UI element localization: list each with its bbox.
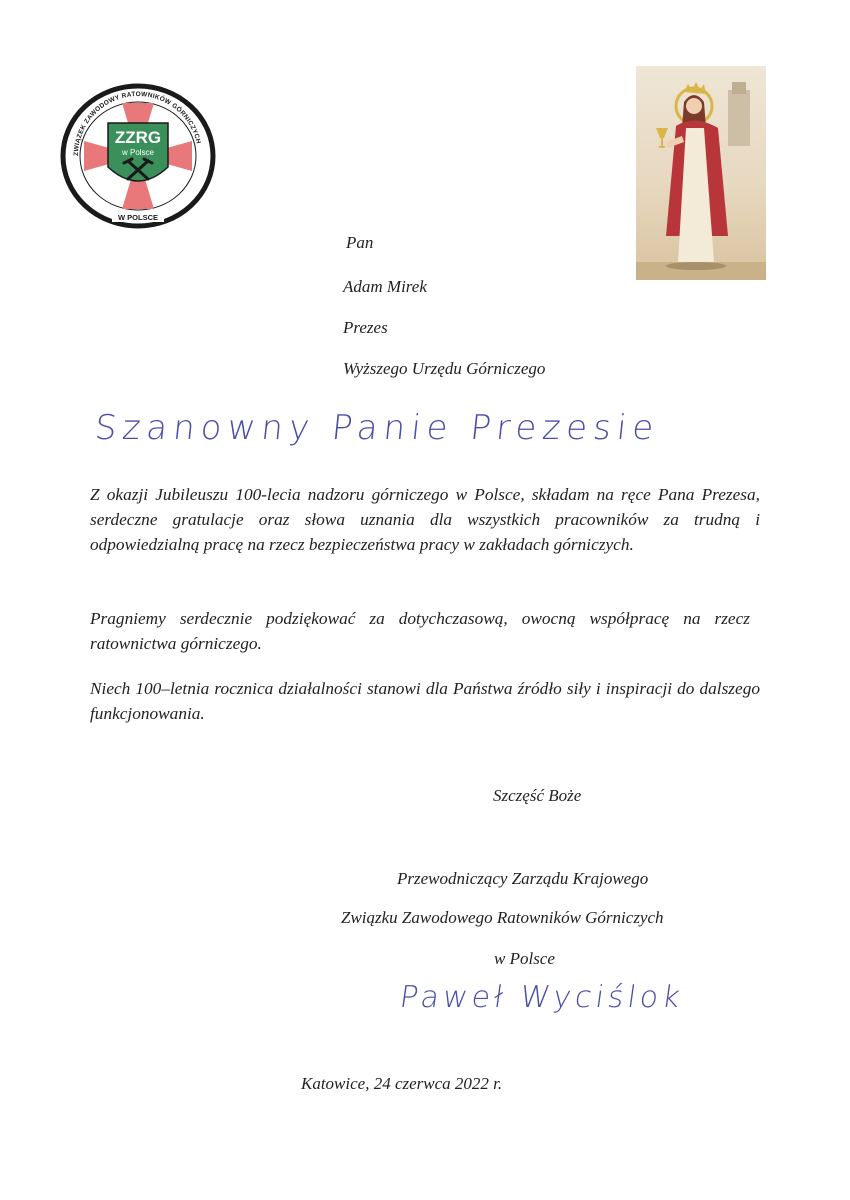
zzrg-logo <box>60 83 216 229</box>
paragraph-3: Niech 100–letnia rocznica działalności stanowi dla Państwa źródło siły i inspiracji do dalszego funkcjonowania. <box>90 679 760 723</box>
signatory-line-2: Związku Zawodowego Ratowników Górniczych <box>341 908 664 927</box>
logo-sub: w Polsce <box>121 148 155 157</box>
logo-abbr: ZZRG <box>114 128 162 147</box>
recipient-institution: Wyższego Urzędu Górniczego <box>343 359 546 378</box>
salutation-handwritten: Szanowny Panie Prezesie <box>92 408 662 448</box>
place-date: Katowice, 24 czerwca 2022 r. <box>301 1074 503 1093</box>
logo-ring-text: ZWIĄZEK ZAWODOWY RATOWNIKÓW GÓRNICZYCH <box>72 90 202 157</box>
recipient-position: Prezes <box>343 318 388 337</box>
recipient-title: Pan <box>346 233 374 252</box>
paragraph-2: Pragniemy serdecznie podziękować za dotychczasową, owocną współpracę na rzecz ratownictwa górniczego. <box>90 609 750 653</box>
closing: Szczęść Boże <box>493 786 582 805</box>
saint-barbara-picture <box>636 66 766 280</box>
signatory-line-1: Przewodniczący Zarządu Krajowego <box>397 869 649 888</box>
signature: Paweł Wyciślok <box>397 980 687 1015</box>
paragraph-1: Z okazji Jubileuszu 100-lecia nadzoru górniczego w Polsce, składam na ręce Pana Prezesa, serdeczne gratulacje oraz słowa uznania dla wszystkich pracowników za trudną i odpowiedzialną pracę na rzecz bezpieczeństwa pracy w zakładach górniczych. <box>90 485 760 554</box>
recipient-name: Adam Mirek <box>343 277 427 296</box>
logo-bottom-text: W POLSCE <box>117 213 159 222</box>
signatory-line-3: w Polsce <box>494 949 555 968</box>
